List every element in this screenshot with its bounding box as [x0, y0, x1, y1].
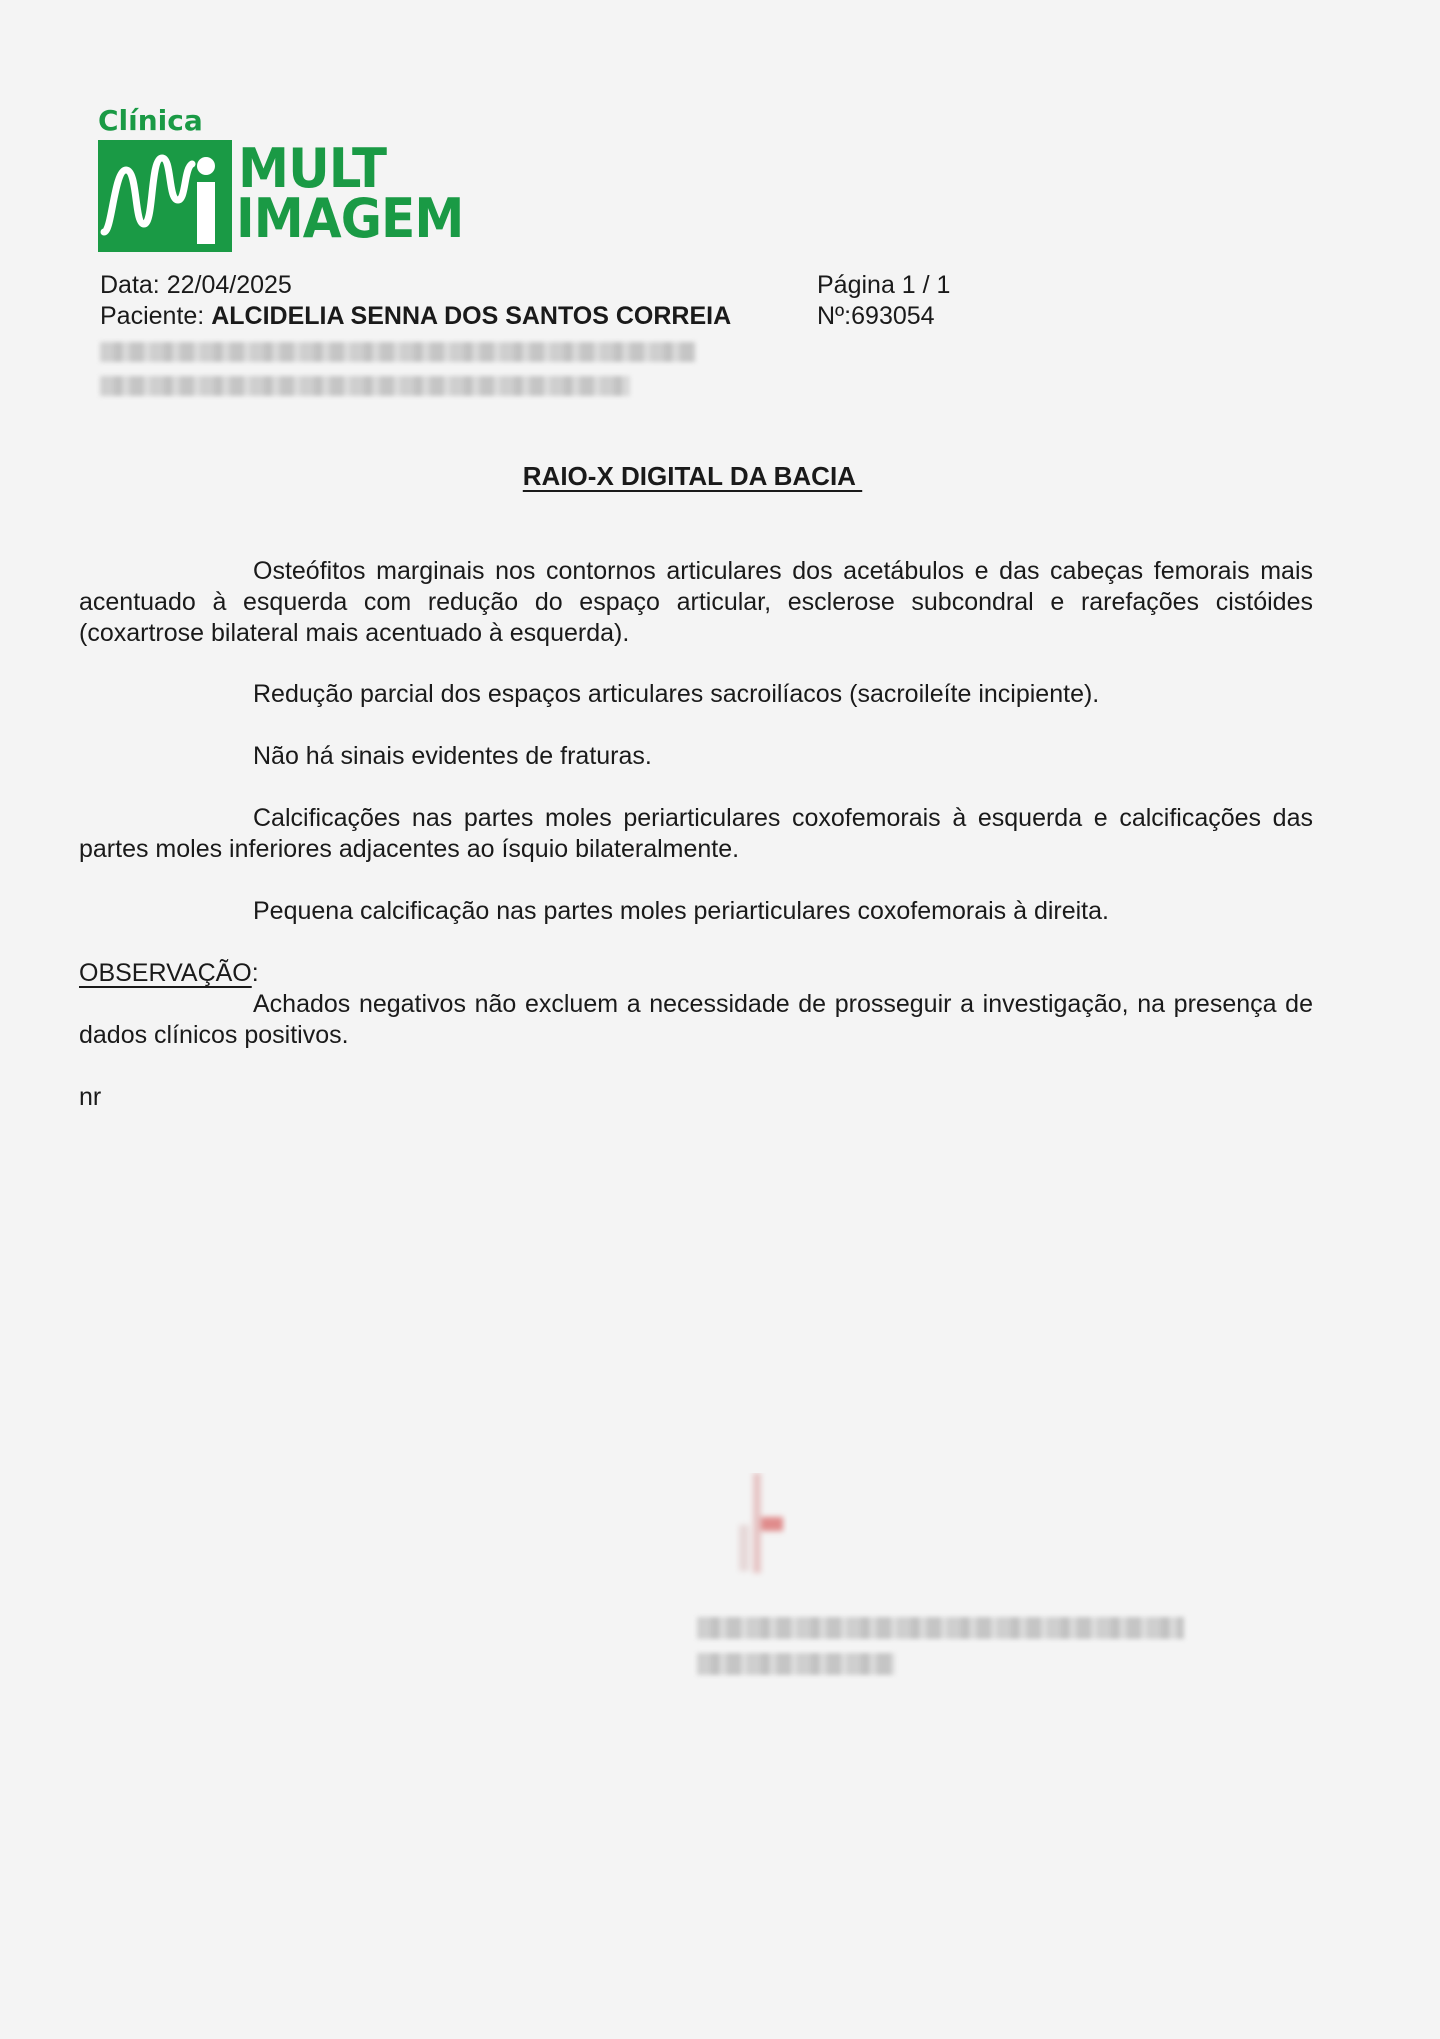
patient-label: Paciente:: [100, 302, 205, 330]
clinic-logo: [98, 104, 498, 254]
date-value: 22/04/2025: [166, 271, 292, 299]
logo-imagem-text: IMAGEM: [236, 187, 464, 250]
observation-label: OBSERVAÇÃO: [79, 959, 252, 987]
signature-mark-icon: [725, 1473, 795, 1593]
report-title: RAIO-X DIGITAL DA BACIA: [522, 461, 863, 491]
logo-wave-icon: [98, 140, 232, 252]
page-number: Página 1 / 1: [817, 271, 951, 299]
finding-paragraph-4: Calcificações nas partes moles periarticulares coxofemorais à esquerda e calcificações das partes moles inferiores adjacentes ao ísquio bilateralmente.: [79, 804, 1313, 863]
date-line: [100, 270, 292, 301]
observation-colon: :: [251, 959, 259, 987]
patient-name: ALCIDELIA SENNA DOS SANTOS CORREIA: [211, 302, 732, 330]
redacted-signer-name: [697, 1617, 1184, 1639]
patient-line: [100, 301, 731, 332]
finding-paragraph-5: Pequena calcificação nas partes moles periarticulares coxofemorais à direita.: [253, 897, 1109, 925]
logo-clinica-text: Clínica: [98, 104, 203, 137]
finding-paragraph-1: Osteófitos marginais nos contornos articulares dos acetábulos e das cabeças femorais mais acentuado à esquerda com redução do espaço articular, esclerose subcondral e rarefações cistóides (coxartrose bilateral mais acentuado à esquerda).: [79, 557, 1313, 647]
finding-paragraph-2: Redução parcial dos espaços articulares sacroilíacos (sacroileíte incipiente).: [253, 680, 1100, 708]
finding-paragraph-3: Não há sinais evidentes de fraturas.: [253, 742, 652, 770]
date-label: Data:: [100, 271, 160, 299]
observation-paragraph: Achados negativos não excluem a necessidade de prosseguir a investigação, na presença de dados clínicos positivos.: [79, 990, 1313, 1049]
typist-initials: nr: [79, 1083, 102, 1111]
redacted-address-line-1: [100, 342, 696, 362]
redacted-signer-registration: [697, 1653, 895, 1675]
logo-mult-text: MULT: [238, 137, 387, 200]
report-number: Nº:693054: [817, 302, 935, 330]
observation-heading: [79, 958, 259, 989]
redacted-address-line-2: [100, 376, 630, 396]
